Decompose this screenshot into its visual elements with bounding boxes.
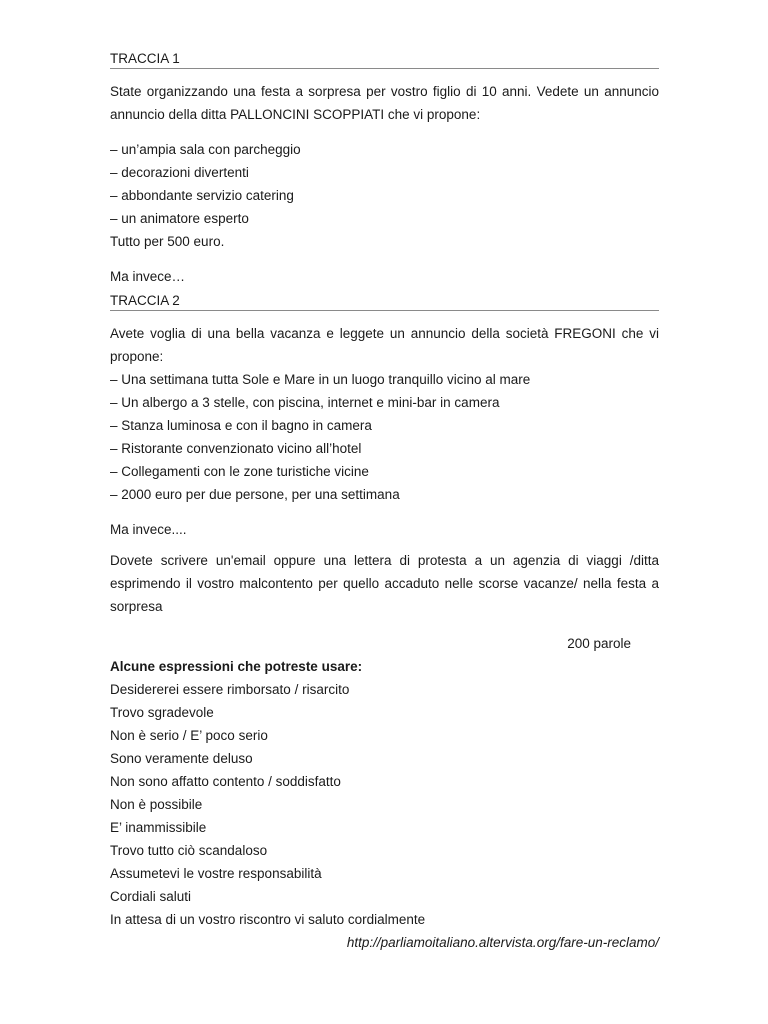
list-item: Trovo tutto ciò scandaloso <box>110 843 268 858</box>
word-count: 200 parole <box>567 636 631 651</box>
traccia-1-list <box>110 138 659 253</box>
list-item: – un animatore esperto <box>110 211 249 226</box>
list-item: Non è serio / E’ poco serio <box>110 728 268 743</box>
traccia-1-price: Tutto per 500 euro. <box>110 234 225 249</box>
traccia-1-ma-invece: Ma invece… <box>110 269 186 284</box>
list-item: Cordiali saluti <box>110 889 192 904</box>
document-content <box>110 50 659 954</box>
expressions-title: Alcune espressioni che potreste usare: <box>110 659 363 674</box>
traccia-2-heading: TRACCIA 2 <box>110 292 659 311</box>
list-item: – Una settimana tutta Sole e Mare in un luogo tranquillo vicino al mare <box>110 372 531 387</box>
list-item: – 2000 euro per due persone, per una settimana <box>110 487 400 502</box>
list-item: Non sono affatto contento / soddisfatto <box>110 774 341 789</box>
traccia-2-ma-invece: Ma invece.... <box>110 522 187 537</box>
list-item: – Stanza luminosa e con il bagno in camera <box>110 418 372 433</box>
source-url: http://parliamoitaliano.altervista.org/fare-un-reclamo/ <box>346 935 659 950</box>
traccia-1-intro: State organizzando una festa a sorpresa per vostro figlio di 10 anni. Vedete un annuncio annuncio della ditta PALLONCINI SCOPPIATI che vi propone: <box>110 84 659 122</box>
instructions-paragraph: Dovete scrivere un'email oppure una lettera di protesta a un agenzia di viaggi /ditta esprimendo il vostro malcontento per quello accaduto nelle scorse vacanze/ nella festa a sorpresa <box>110 553 659 614</box>
list-item: – abbondante servizio catering <box>110 188 294 203</box>
list-item: E’ inammissibile <box>110 820 207 835</box>
list-item: – un’ampia sala con parcheggio <box>110 142 301 157</box>
list-item: – decorazioni divertenti <box>110 165 249 180</box>
list-item: Assumetevi le vostre responsabilità <box>110 866 322 881</box>
list-item: Trovo sgradevole <box>110 705 214 720</box>
traccia-1-heading: TRACCIA 1 <box>110 50 659 69</box>
traccia-2-list <box>110 368 659 506</box>
traccia-2-intro: Avete voglia di una bella vacanza e leggete un annuncio della società FREGONI che vi propone: <box>110 326 659 364</box>
list-item: Desidererei essere rimborsato / risarcito <box>110 682 350 697</box>
expressions-list <box>110 678 659 931</box>
list-item: – Ristorante convenzionato vicino all’hotel <box>110 441 362 456</box>
list-item: In attesa di un vostro riscontro vi saluto cordialmente <box>110 912 426 927</box>
list-item: Non è possibile <box>110 797 203 812</box>
list-item: Sono veramente deluso <box>110 751 253 766</box>
list-item: – Collegamenti con le zone turistiche vicine <box>110 464 369 479</box>
list-item: – Un albergo a 3 stelle, con piscina, internet e mini-bar in camera <box>110 395 500 410</box>
